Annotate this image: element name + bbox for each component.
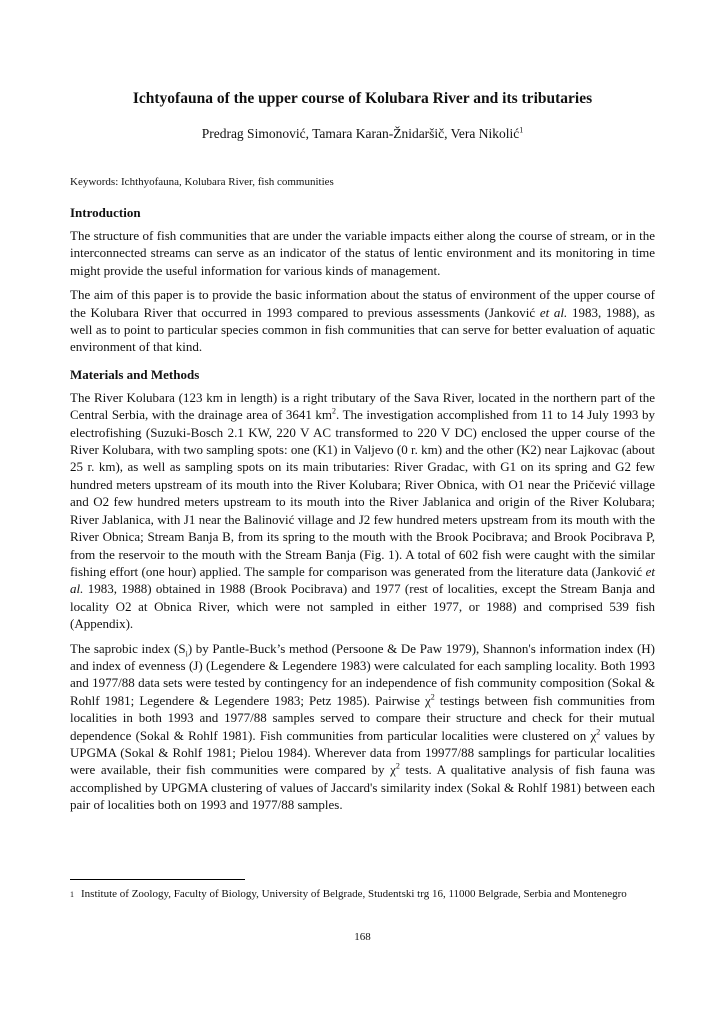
footnote-mark: 1 <box>70 890 74 899</box>
footnote-text: Institute of Zoology, Faculty of Biology, University of Belgrade, Studentski trg 16, 11000 Belgrade, Serbia and Montenegro <box>81 888 627 900</box>
superscript: 2 <box>596 727 601 737</box>
paper-body <box>70 204 655 821</box>
methods-paragraph-1 <box>70 389 655 633</box>
text-run: The River Kolubara (123 km in length) is a right tributary of the Sava River, located in the northern part of the Central Serbia, with the drainage area of 3641 km <box>70 389 655 423</box>
text-run: . The investigation accomplished from 11 to 14 July 1993 by electrofishing (Suzuki-Bosch 2.1 KW, 220 V AC transformed to 220 V DC) enclosed the upper course of the River Kolubara, with two sampling spots: one (K1) in Valjevo (0 r. km) and the other (K2) near Lajkovac (about 25 r. km), as well as sampling spots on its main tributaries: River Gradac, with G1 on its spring and G2 few hundred meters upstream of its mouth into the River Kolubara; River Obnica, with O1 near the Pričević village and O2 few hundred meters upstream to its mouth into the River Jablanica and origin of the River Kolubara; River Jablanica, with J1 near the Balinović village and J2 few hundred meters upstream from its mouth with the River Obnica; Stream Banja B, from its spring to the mouth with the Brook Pocibrava; and Brook Pocibrava P, from the reservoir to the mouth with the Stream Banja (Fig. 1). A total of 602 fish were caught with the similar fishing effort (one hour) applied. The sample for comparison was generated from the literature data (Janković <box>70 407 655 579</box>
footnote <box>70 887 655 903</box>
text-run: ) by Pantle-Buck’s method (Persoone & De Paw 1979), Shannon's information index (H) and index of evenness (J) (Legendere & Legendere 1983) were calculated for each sampling locality. Both 1993 and 1977/88 data sets were tested by contingency for an independence of fish community composition (Sokal & Rohlf 1981; Legendere & Legendere 1983; Petz 1985). Pairwise χ <box>70 640 655 708</box>
footnote-divider <box>70 879 245 880</box>
page-number: 168 <box>354 931 371 943</box>
superscript: 2 <box>395 762 400 772</box>
text-run: tests. A qualitative analysis of fish fauna was accomplished by UPGMA clustering of values of Jaccard's similarity index (Sokal & Rohlf 1981) between each pair of localities both on 1993 and 1977/88 samples. <box>70 762 656 813</box>
author-line <box>70 126 655 142</box>
paper-title: Ichtyofauna of the upper course of Kolubara River and its tributaries <box>132 90 593 107</box>
introduction-paragraph-2 <box>70 286 655 356</box>
author-names: Predrag Simonović, Tamara Karan-Žnidaršič, Vera Nikolić <box>201 126 520 141</box>
text-run: The saprobic index (S <box>70 640 186 656</box>
introduction-heading: Introduction <box>70 205 141 220</box>
methods-paragraph-2 <box>70 640 655 814</box>
text-run: testings between fish communities from localities in both 1993 and 1977/88 samples served to compare their structure and check for their mutual dependence (Sokal & Rohlf 1981). Fish communities from particular localities were clustered on χ <box>70 692 655 743</box>
text-run: 1983, 1988) obtained in 1988 (Brook Pocibrava) and 1977 (rest of localities, except the Stream Banja and locality O2 at Obnica River, which were not sampled in either 1977, or 1988) and comprised 539 fish (Appendix). <box>70 581 655 632</box>
superscript: 2 <box>332 406 336 416</box>
subscript: i <box>185 649 188 659</box>
superscript: 2 <box>430 692 435 702</box>
introduction-paragraph-1: The structure of fish communities that are under the variable impacts either along the course of stream, or in the interconnected streams can serve as an indicator of the status of lentic environment and its monitoring in time might provide the useful information for various kinds of management. <box>70 228 655 278</box>
text-run: The aim of this paper is to provide the basic information about the status of environment of the upper course of the Kolubara River that occurred in 1993 compared to previous assessments (Janković <box>70 287 655 320</box>
text-run: values by UPGMA (Sokal & Rohlf 1981; Pielou 1984). Wherever data from 19977/88 samplings for particular localities were available, their fish communities were compared by χ <box>70 727 655 778</box>
methods-heading: Materials and Methods <box>70 366 200 382</box>
text-run: 1983, 1988), as well as to point to particular species common in fish communities that can serve for better evaluation of aquatic environment of that kind. <box>70 304 655 355</box>
author-footnote-mark: 1 <box>519 125 524 135</box>
keywords: Keywords: Ichthyofauna, Kolubara River, fish communities <box>70 176 334 188</box>
italic-run: et al. <box>70 563 655 597</box>
italic-run: et al. <box>539 304 568 320</box>
